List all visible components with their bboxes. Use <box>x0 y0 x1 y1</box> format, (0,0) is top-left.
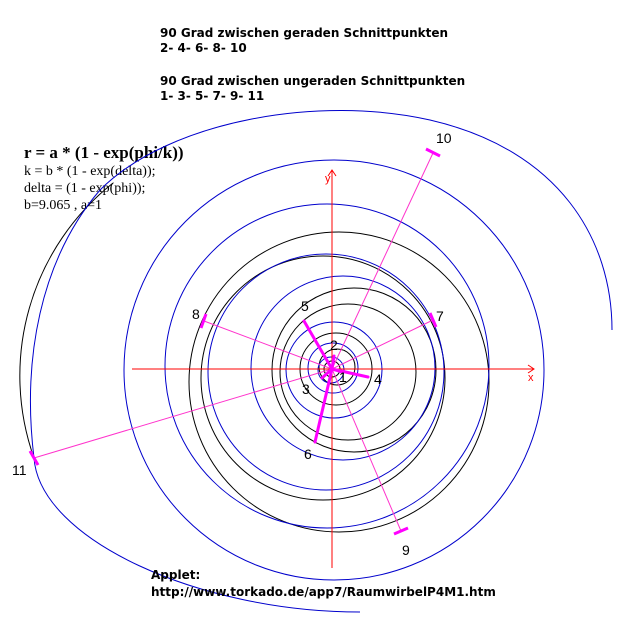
point-label-2: 2 <box>330 337 338 353</box>
even-heading: 90 Grad zwischen geraden Schnittpunkten <box>160 26 449 40</box>
tick-10 <box>426 149 440 156</box>
x-axis-label: x <box>528 372 534 384</box>
point-label-4: 4 <box>374 371 382 387</box>
blue-arc-outer-upper <box>30 111 612 458</box>
ray-5 <box>304 321 332 369</box>
point-label-9: 9 <box>402 542 410 558</box>
intersection-ticks <box>30 149 440 534</box>
y-axis-label: y <box>325 173 331 185</box>
black-arc <box>272 288 436 452</box>
formula-main: r = a * (1 - exp(phi/k)) <box>24 143 184 162</box>
blue-spiral <box>30 111 612 612</box>
black-arc-outer <box>20 183 113 458</box>
point-label-5: 5 <box>301 298 309 314</box>
ray-7 <box>332 320 433 369</box>
ray-6 <box>315 369 332 442</box>
point-labels <box>12 130 452 558</box>
odd-heading: 90 Grad zwischen ungeraden Schnittpunkten <box>160 74 466 88</box>
point-label-7: 7 <box>436 308 444 324</box>
ray-10 <box>332 153 433 369</box>
even-list: 2- 4- 6- 8- 10 <box>160 41 247 55</box>
point-label-6: 6 <box>304 446 312 462</box>
ray-2 <box>332 356 334 369</box>
ray-11 <box>34 369 332 458</box>
tick-11 <box>30 451 38 465</box>
tick-9 <box>394 528 408 534</box>
formula-k: k = b * (1 - exp(delta)); <box>24 164 156 179</box>
applet-label: Applet: <box>151 568 201 582</box>
applet-link[interactable]: http://www.torkado.de/app7/RaumwirbelP4M1.htm <box>151 585 496 599</box>
point-label-3: 3 <box>302 381 310 397</box>
blue-arc <box>165 204 489 528</box>
formula-params: b=9.065 , a=1 <box>24 198 103 213</box>
point-label-1: 1 <box>339 369 347 385</box>
formula-delta: delta = (1 - exp(phi)); <box>24 181 146 196</box>
point-label-8: 8 <box>192 306 200 322</box>
ray-9 <box>332 369 401 531</box>
odd-list: 1- 3- 5- 7- 9- 11 <box>160 89 265 103</box>
point-label-10: 10 <box>436 130 452 146</box>
black-spiral <box>20 183 489 532</box>
ray-8 <box>204 321 332 369</box>
point-label-11: 11 <box>12 462 27 478</box>
blue-arc <box>208 254 444 490</box>
